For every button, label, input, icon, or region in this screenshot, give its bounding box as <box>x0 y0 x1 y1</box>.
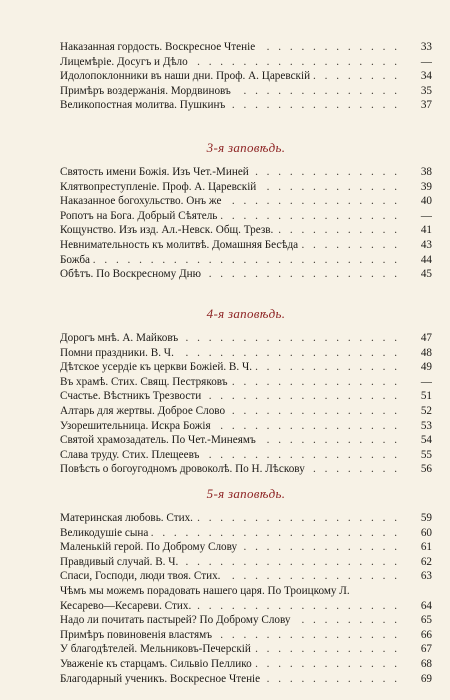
toc-entry <box>60 389 432 404</box>
toc-entry <box>60 419 432 434</box>
entry-page-number: — <box>404 55 432 70</box>
entry-page-number: 69 <box>404 672 432 687</box>
entry-title: Помни праздники. В. Ч. <box>60 346 177 361</box>
entry-title: Надо ли почитать пастырей? По Доброму Слову <box>60 613 293 628</box>
toc-section-4 <box>60 306 432 477</box>
toc-entry <box>60 511 432 526</box>
entry-title: Слава труду. Стих. Плещеевъ <box>60 448 202 463</box>
toc-entry <box>60 526 432 541</box>
entry-page-number: 41 <box>404 223 432 238</box>
entry-page-number: 66 <box>404 628 432 643</box>
toc-entry <box>60 555 432 570</box>
toc-section-3 <box>60 140 432 282</box>
entry-title: Святой храмозадатель. По Чет.-Минеямъ <box>60 433 259 448</box>
entry-page-number: 44 <box>404 253 432 268</box>
entry-page-number: 67 <box>404 642 432 657</box>
entry-title: Невнимательность къ молитвѣ. Домашняя Бесѣда <box>60 238 301 253</box>
entry-title: Повѣсть о богоугодномъ дровоколѣ. По Н. Лѣскову <box>60 462 308 477</box>
toc-entry <box>60 672 432 687</box>
toc-entry <box>60 448 432 463</box>
toc-entry <box>60 642 432 657</box>
entry-title: Чѣмъ мы можемъ порадовать нашего царя. По Троицкому Л. <box>60 584 353 599</box>
toc-entry <box>60 657 432 672</box>
toc-entry-list <box>60 331 432 477</box>
entry-title: Материнская любовь. Стих. <box>60 511 196 526</box>
toc-entry-list <box>60 165 432 282</box>
entry-page-number: 60 <box>404 526 432 541</box>
entry-page-number: 37 <box>404 98 432 113</box>
toc-entry <box>60 40 432 55</box>
toc-entry <box>60 55 432 70</box>
toc-entry <box>60 375 432 390</box>
entry-page-number: — <box>404 375 432 390</box>
entry-title: Примѣръ повиновенія властямъ <box>60 628 215 643</box>
toc-entry <box>60 462 432 477</box>
toc-entry <box>60 194 432 209</box>
entry-page-number: 68 <box>404 657 432 672</box>
toc-entry <box>60 584 432 599</box>
entry-page-number: 59 <box>404 511 432 526</box>
entry-page-number: 48 <box>404 346 432 361</box>
entry-title: Узорешительница. Искра Божія <box>60 419 214 434</box>
toc-entry-list <box>60 40 432 113</box>
entry-title: Идолопоклонники въ наши дни. Проф. А. Царевскій <box>60 69 313 84</box>
toc-entry <box>60 540 432 555</box>
entry-page-number: 64 <box>404 599 432 614</box>
entry-title: Кесарево—Кесареви. Стих. <box>60 599 194 614</box>
entry-title: Великодушіе сына <box>60 526 151 541</box>
entry-page-number: 43 <box>404 238 432 253</box>
section-heading: 4-я заповѣдь. <box>206 306 286 321</box>
toc-entry <box>60 404 432 419</box>
toc-entry <box>60 209 432 224</box>
entry-title: Маленькій герой. По Доброму Слову <box>60 540 240 555</box>
toc-entry <box>60 238 432 253</box>
entry-title: Алтарь для жертвы. Доброе Слово <box>60 404 228 419</box>
entry-title: Божба <box>60 253 93 268</box>
toc-entry <box>60 346 432 361</box>
toc-entry <box>60 253 432 268</box>
toc-entry <box>60 613 432 628</box>
toc-entry <box>60 180 432 195</box>
entry-page-number: 40 <box>404 194 432 209</box>
toc-entry <box>60 360 432 375</box>
toc-entry <box>60 165 432 180</box>
toc-section-5 <box>60 486 432 686</box>
entry-title: Ропотъ на Бога. Добрый Сѣятель <box>60 209 220 224</box>
toc-entry <box>60 433 432 448</box>
section-heading: 3-я заповѣдь. <box>206 140 286 155</box>
entry-page-number: 35 <box>404 84 432 99</box>
toc-section-2 <box>60 40 432 113</box>
entry-page-number: 63 <box>404 569 432 584</box>
entry-page-number: 62 <box>404 555 432 570</box>
toc-entry <box>60 599 432 614</box>
entry-page-number: 47 <box>404 331 432 346</box>
leader-dots <box>60 253 400 268</box>
entry-title: Благодарный ученикъ. Воскресное Чтеніе <box>60 672 263 687</box>
entry-page-number: 45 <box>404 267 432 282</box>
entry-title: Счастье. Вѣстникъ Трезвости <box>60 389 204 404</box>
entry-page-number: 49 <box>404 360 432 375</box>
entry-page-number: 52 <box>404 404 432 419</box>
entry-title: Обѣтъ. По Воскресному Дню <box>60 267 204 282</box>
entry-page-number: 65 <box>404 613 432 628</box>
entry-page-number: 54 <box>404 433 432 448</box>
section-heading: 5-я заповѣдь. <box>206 486 286 501</box>
toc-entry <box>60 98 432 113</box>
entry-page-number: 53 <box>404 419 432 434</box>
entry-title: Клятвопреступленіе. Проф. А. Царевскій <box>60 180 259 195</box>
toc-entry-list <box>60 511 432 686</box>
entry-page-number: 33 <box>404 40 432 55</box>
entry-page-number: 39 <box>404 180 432 195</box>
entry-title: Наказанное богохульство. Онъ же <box>60 194 224 209</box>
entry-title: Кощунство. Изъ изд. Ал.-Невск. Общ. Трезв. <box>60 223 276 238</box>
entry-title: Наказанная гордость. Воскресное Чтеніе <box>60 40 258 55</box>
toc-entry <box>60 628 432 643</box>
toc-entry <box>60 331 432 346</box>
entry-title: Дѣтское усердіе къ церкви Божіей. В. Ч. <box>60 360 255 375</box>
entry-title: Въ храмѣ. Стих. Свящ. Пестряковъ <box>60 375 231 390</box>
entry-title: Великопостная молитва. Пушкинъ <box>60 98 228 113</box>
entry-title: Дорогъ мнѣ. А. Майковъ <box>60 331 181 346</box>
toc-entry <box>60 267 432 282</box>
entry-title: Уваженіе къ старцамъ. Сильвіо Пеллико <box>60 657 255 672</box>
entry-page-number: 34 <box>404 69 432 84</box>
entry-title: Спаси, Господи, люди твоя. Стих. <box>60 569 223 584</box>
entry-page-number: 55 <box>404 448 432 463</box>
toc-entry <box>60 569 432 584</box>
entry-page-number: — <box>404 209 432 224</box>
entry-title: Лицемѣріе. Досугъ и Дѣло <box>60 55 191 70</box>
entry-page-number: 51 <box>404 389 432 404</box>
toc-entry <box>60 223 432 238</box>
toc-entry <box>60 69 432 84</box>
toc-entry <box>60 84 432 99</box>
entry-page-number: 38 <box>404 165 432 180</box>
entry-title: Правдивый случай. В. Ч. <box>60 555 181 570</box>
entry-title: У благодѣтелей. Мельниковъ-Печерскій <box>60 642 254 657</box>
entry-title: Примѣръ воздержанія. Мордвиновъ <box>60 84 234 99</box>
entry-page-number: 56 <box>404 462 432 477</box>
entry-title: Святость имени Божія. Изъ Чет.-Миней <box>60 165 252 180</box>
entry-page-number: 61 <box>404 540 432 555</box>
